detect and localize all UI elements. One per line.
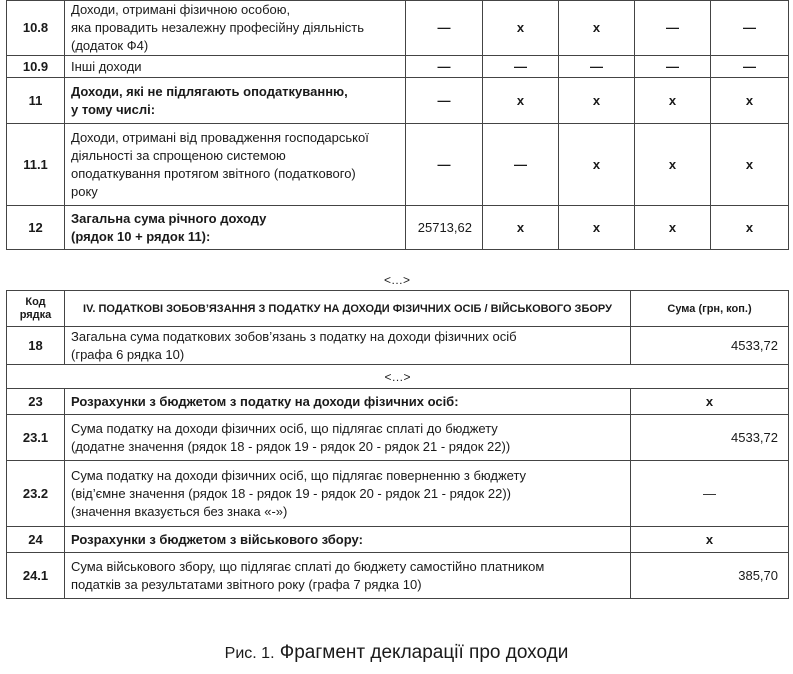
row-code: 24.1 <box>7 553 65 599</box>
row-cell-5: х <box>711 124 789 206</box>
row-description: Розрахунки з бюджетом з податку на доходи фізичних осіб: <box>65 389 631 415</box>
row-code: 23.2 <box>7 461 65 527</box>
row-code: 11 <box>7 78 65 124</box>
row-cell-3: х <box>559 1 635 56</box>
row-cell-3: — <box>559 56 635 78</box>
income-table <box>6 0 789 250</box>
row-cell-5: х <box>711 206 789 250</box>
row-cell-2: х <box>483 1 559 56</box>
table-row-18 <box>7 327 789 365</box>
table-row <box>7 78 789 124</box>
row-description: Доходи, отримані фізичною особою, яка провадить незалежну професійну діяльність (додаток Ф4) <box>65 1 406 56</box>
separator-row <box>7 365 789 389</box>
row-cell-1: — <box>406 124 483 206</box>
table-row <box>7 553 789 599</box>
table-row <box>7 389 789 415</box>
row-cell-2: — <box>483 124 559 206</box>
row-cell-3: х <box>559 78 635 124</box>
caption-text: Фрагмент декларації про доходи <box>279 642 569 663</box>
row-sum: 4533,72 <box>631 327 789 365</box>
caption-label: Рис. 1. <box>224 645 275 662</box>
row-description: Сума військового збору, що підлягає сплаті до бюджету самостійно платником податків за результатами звітного року (графа 7 рядка 10) <box>65 553 631 599</box>
row-cell-5: — <box>711 56 789 78</box>
row-cell-2: — <box>483 56 559 78</box>
row-cell-1: — <box>406 1 483 56</box>
row-code: 23 <box>7 389 65 415</box>
row-code: 23.1 <box>7 415 65 461</box>
row-cell-2: х <box>483 78 559 124</box>
row-cell-4: х <box>635 206 711 250</box>
sum-column-header: Сума (грн, коп.) <box>631 291 789 327</box>
row-cell-2: х <box>483 206 559 250</box>
row-code: 18 <box>7 327 65 365</box>
row-sum: — <box>631 461 789 527</box>
table-row <box>7 206 789 250</box>
code-column-header: Код рядка <box>7 291 65 327</box>
row-cell-5: х <box>711 78 789 124</box>
separator-top: <…> <box>383 273 410 287</box>
table-row <box>7 56 789 78</box>
row-cell-3: х <box>559 206 635 250</box>
row-cell-5: — <box>711 1 789 56</box>
row-cell-4: х <box>635 124 711 206</box>
row-code: 12 <box>7 206 65 250</box>
row-cell-1: — <box>406 78 483 124</box>
tax-obligations-table <box>6 290 789 599</box>
figure-caption <box>0 641 793 666</box>
row-description: Сума податку на доходи фізичних осіб, що підлягає сплаті до бюджету (додатне значення (рядок 18 - рядок 19 - рядок 20 - рядок 21 - рядок 22)) <box>65 415 631 461</box>
section-title: IV. ПОДАТКОВІ ЗОБОВ’ЯЗАННЯ З ПОДАТКУ НА ДОХОДИ ФІЗИЧНИХ ОСІБ / ВІЙСЬКОВОГО ЗБОРУ <box>65 291 631 327</box>
row-description: Доходи, отримані від провадження господарської діяльності за спрощеною системою оподаткування протягом звітного (податкового) року <box>65 124 406 206</box>
row-description: Загальна сума річного доходу (рядок 10 + рядок 11): <box>65 206 406 250</box>
row-description: Розрахунки з бюджетом з військового збору: <box>65 527 631 553</box>
row-cell-4: х <box>635 78 711 124</box>
row-description: Інші доходи <box>65 56 406 78</box>
row-description: Доходи, які не підлягають оподаткуванню, у тому числі: <box>65 78 406 124</box>
separator-bottom: <…> <box>7 365 789 389</box>
row-sum: х <box>631 389 789 415</box>
table-row <box>7 124 789 206</box>
table-row <box>7 461 789 527</box>
table-row <box>7 415 789 461</box>
row-cell-1: — <box>406 56 483 78</box>
row-description: Сума податку на доходи фізичних осіб, що підлягає поверненню з бюджету (від’ємне значення (рядок 18 - рядок 19 - рядок 20 - рядок 21 - рядок 22)) (значення вказується без знака «-») <box>65 461 631 527</box>
row-sum: х <box>631 527 789 553</box>
row-code: 10.9 <box>7 56 65 78</box>
table-row <box>7 527 789 553</box>
section-header-row <box>7 291 789 327</box>
row-cell-3: х <box>559 124 635 206</box>
row-sum: 4533,72 <box>631 415 789 461</box>
row-code: 11.1 <box>7 124 65 206</box>
row-sum: 385,70 <box>631 553 789 599</box>
row-cell-4: — <box>635 56 711 78</box>
row-code: 24 <box>7 527 65 553</box>
row-cell-1: 25713,62 <box>406 206 483 250</box>
table-row <box>7 1 789 56</box>
row-description: Загальна сума податкових зобов’язань з податку на доходи фізичних осіб (графа 6 рядка 10) <box>65 327 631 365</box>
row-code: 10.8 <box>7 1 65 56</box>
row-cell-4: — <box>635 1 711 56</box>
